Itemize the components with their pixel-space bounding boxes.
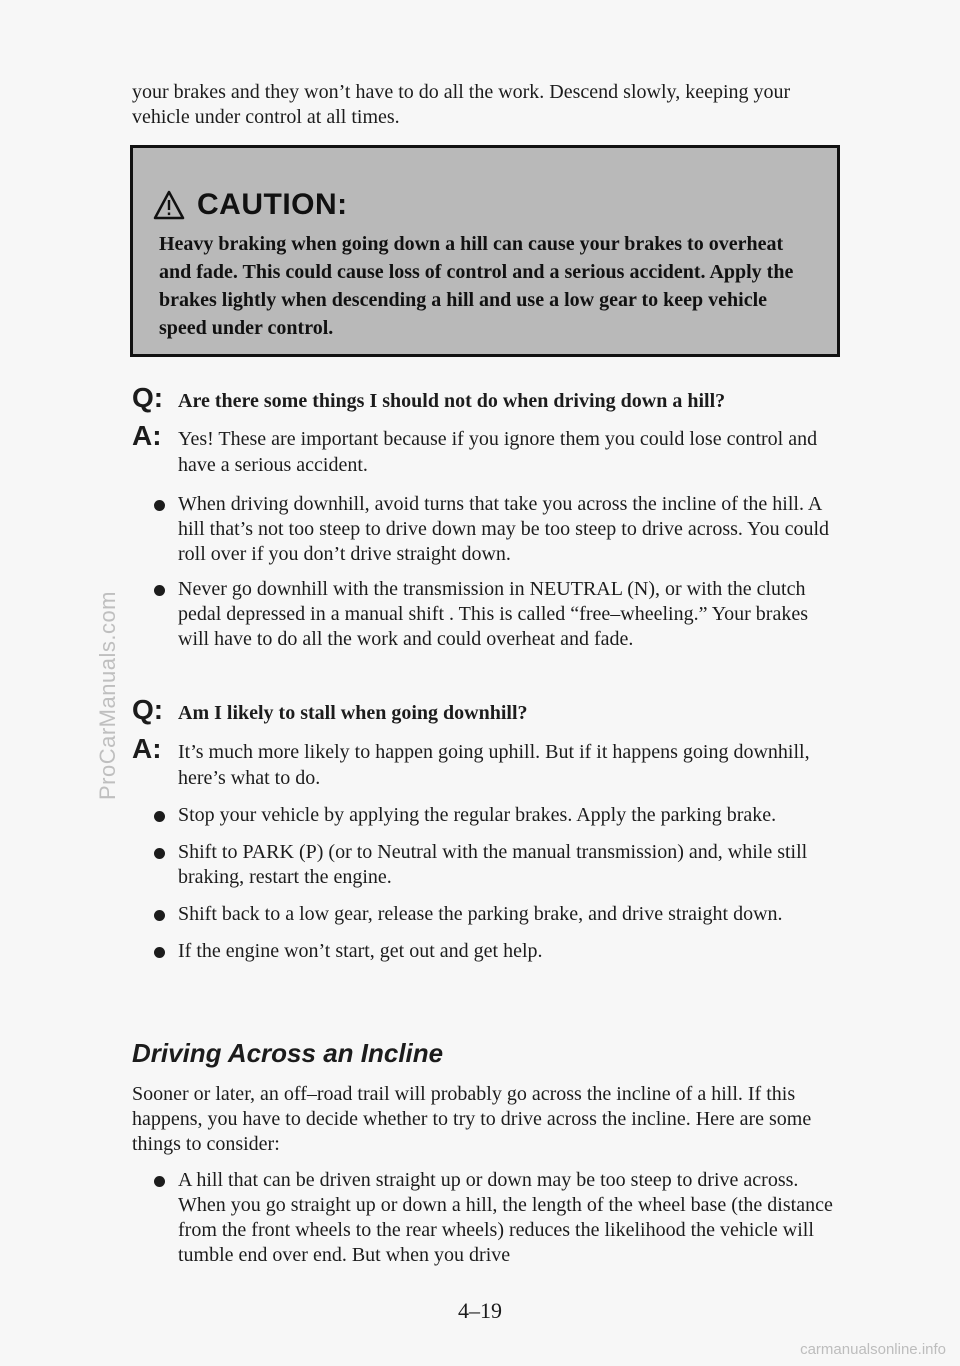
a-label: A: xyxy=(132,733,162,764)
bullet-icon xyxy=(150,1168,178,1268)
list-item-text: If the engine won’t start, get out and get help. xyxy=(178,940,543,962)
bullet-list-1 xyxy=(150,492,840,652)
list-item-text: Never go downhill with the transmission in NEUTRAL (N), or with the clutch pedal depressed in a manual shift . This is called “free–wheeling.” Your brakes will have to do all the work and could overheat and fade. xyxy=(178,578,808,650)
list-item xyxy=(150,803,840,828)
page-number: 4–19 xyxy=(458,1298,502,1323)
side-watermark: ProCarManuals.com xyxy=(95,590,120,800)
list-item-text: Stop your vehicle by applying the regular brakes. Apply the parking brake. xyxy=(178,804,777,826)
bullet-list-3 xyxy=(150,1168,840,1268)
question-1 xyxy=(132,382,842,414)
bullet-icon xyxy=(150,803,178,828)
answer-1 xyxy=(132,420,842,478)
list-item-text: Shift back to a low gear, release the parking brake, and drive straight down. xyxy=(178,903,783,925)
caution-box xyxy=(130,145,840,357)
list-item xyxy=(150,840,840,890)
bullet-list-2 xyxy=(150,803,840,964)
section-heading: Driving Across an Incline xyxy=(132,1038,444,1068)
list-item xyxy=(150,1168,840,1268)
answer-text: It’s much more likely to happen going uphill. But if it happens going downhill, here’s what to do. xyxy=(178,741,810,789)
caution-title: CAUTION: xyxy=(197,188,348,221)
bullet-icon xyxy=(150,840,178,890)
bullet-icon xyxy=(150,577,178,652)
warning-triangle-icon xyxy=(153,190,185,220)
list-item xyxy=(150,492,840,567)
list-item-text: A hill that can be driven straight up or down may be too steep to drive across. When you go straight up or down a hill, the length of the wheel base (the distance from the front wheels to the rear wheels) reduces the likelihood the vehicle will tumble end over end. But when you drive xyxy=(178,1169,833,1266)
bullet-icon xyxy=(150,902,178,927)
question-2 xyxy=(132,694,842,726)
list-item-text: Shift to PARK (P) (or to Neutral with the manual transmission) and, while still braking, restart the engine. xyxy=(178,841,808,888)
intro-paragraph: your brakes and they won’t have to do all the work. Descend slowly, keeping your vehicle under control at all times. xyxy=(132,81,791,128)
q-label: Q: xyxy=(132,382,164,413)
question-text: Am I likely to stall when going downhill? xyxy=(178,702,528,724)
list-item xyxy=(150,577,840,652)
q-label: Q: xyxy=(132,694,164,725)
bottom-watermark: carmanualsonline.info xyxy=(800,1341,946,1358)
bullet-icon xyxy=(150,492,178,567)
section-paragraph: Sooner or later, an off–road trail will probably go across the incline of a hill. If this happens, you have to decide whether to try to drive across the incline. Here are some things to consider: xyxy=(132,1083,812,1155)
caution-text: Heavy braking when going down a hill can cause your brakes to overheat and fade. This could cause loss of control and a serious accident. Apply the brakes lightly when descending a hill and use a low gear to keep vehicle speed under control. xyxy=(159,233,794,339)
answer-text: Yes! These are important because if you ignore them you could lose control and have a serious accident. xyxy=(178,428,818,476)
bullet-icon xyxy=(150,939,178,964)
a-label: A: xyxy=(132,420,162,451)
question-text: Are there some things I should not do when driving down a hill? xyxy=(178,390,726,412)
list-item xyxy=(150,902,840,927)
list-item xyxy=(150,939,840,964)
caution-header xyxy=(153,188,348,222)
answer-2 xyxy=(132,733,842,791)
list-item-text: When driving downhill, avoid turns that take you across the incline of the hill. A hill that’s not too steep to drive down may be too steep to drive across. You could roll over if you don’t drive straight down. xyxy=(178,493,830,565)
